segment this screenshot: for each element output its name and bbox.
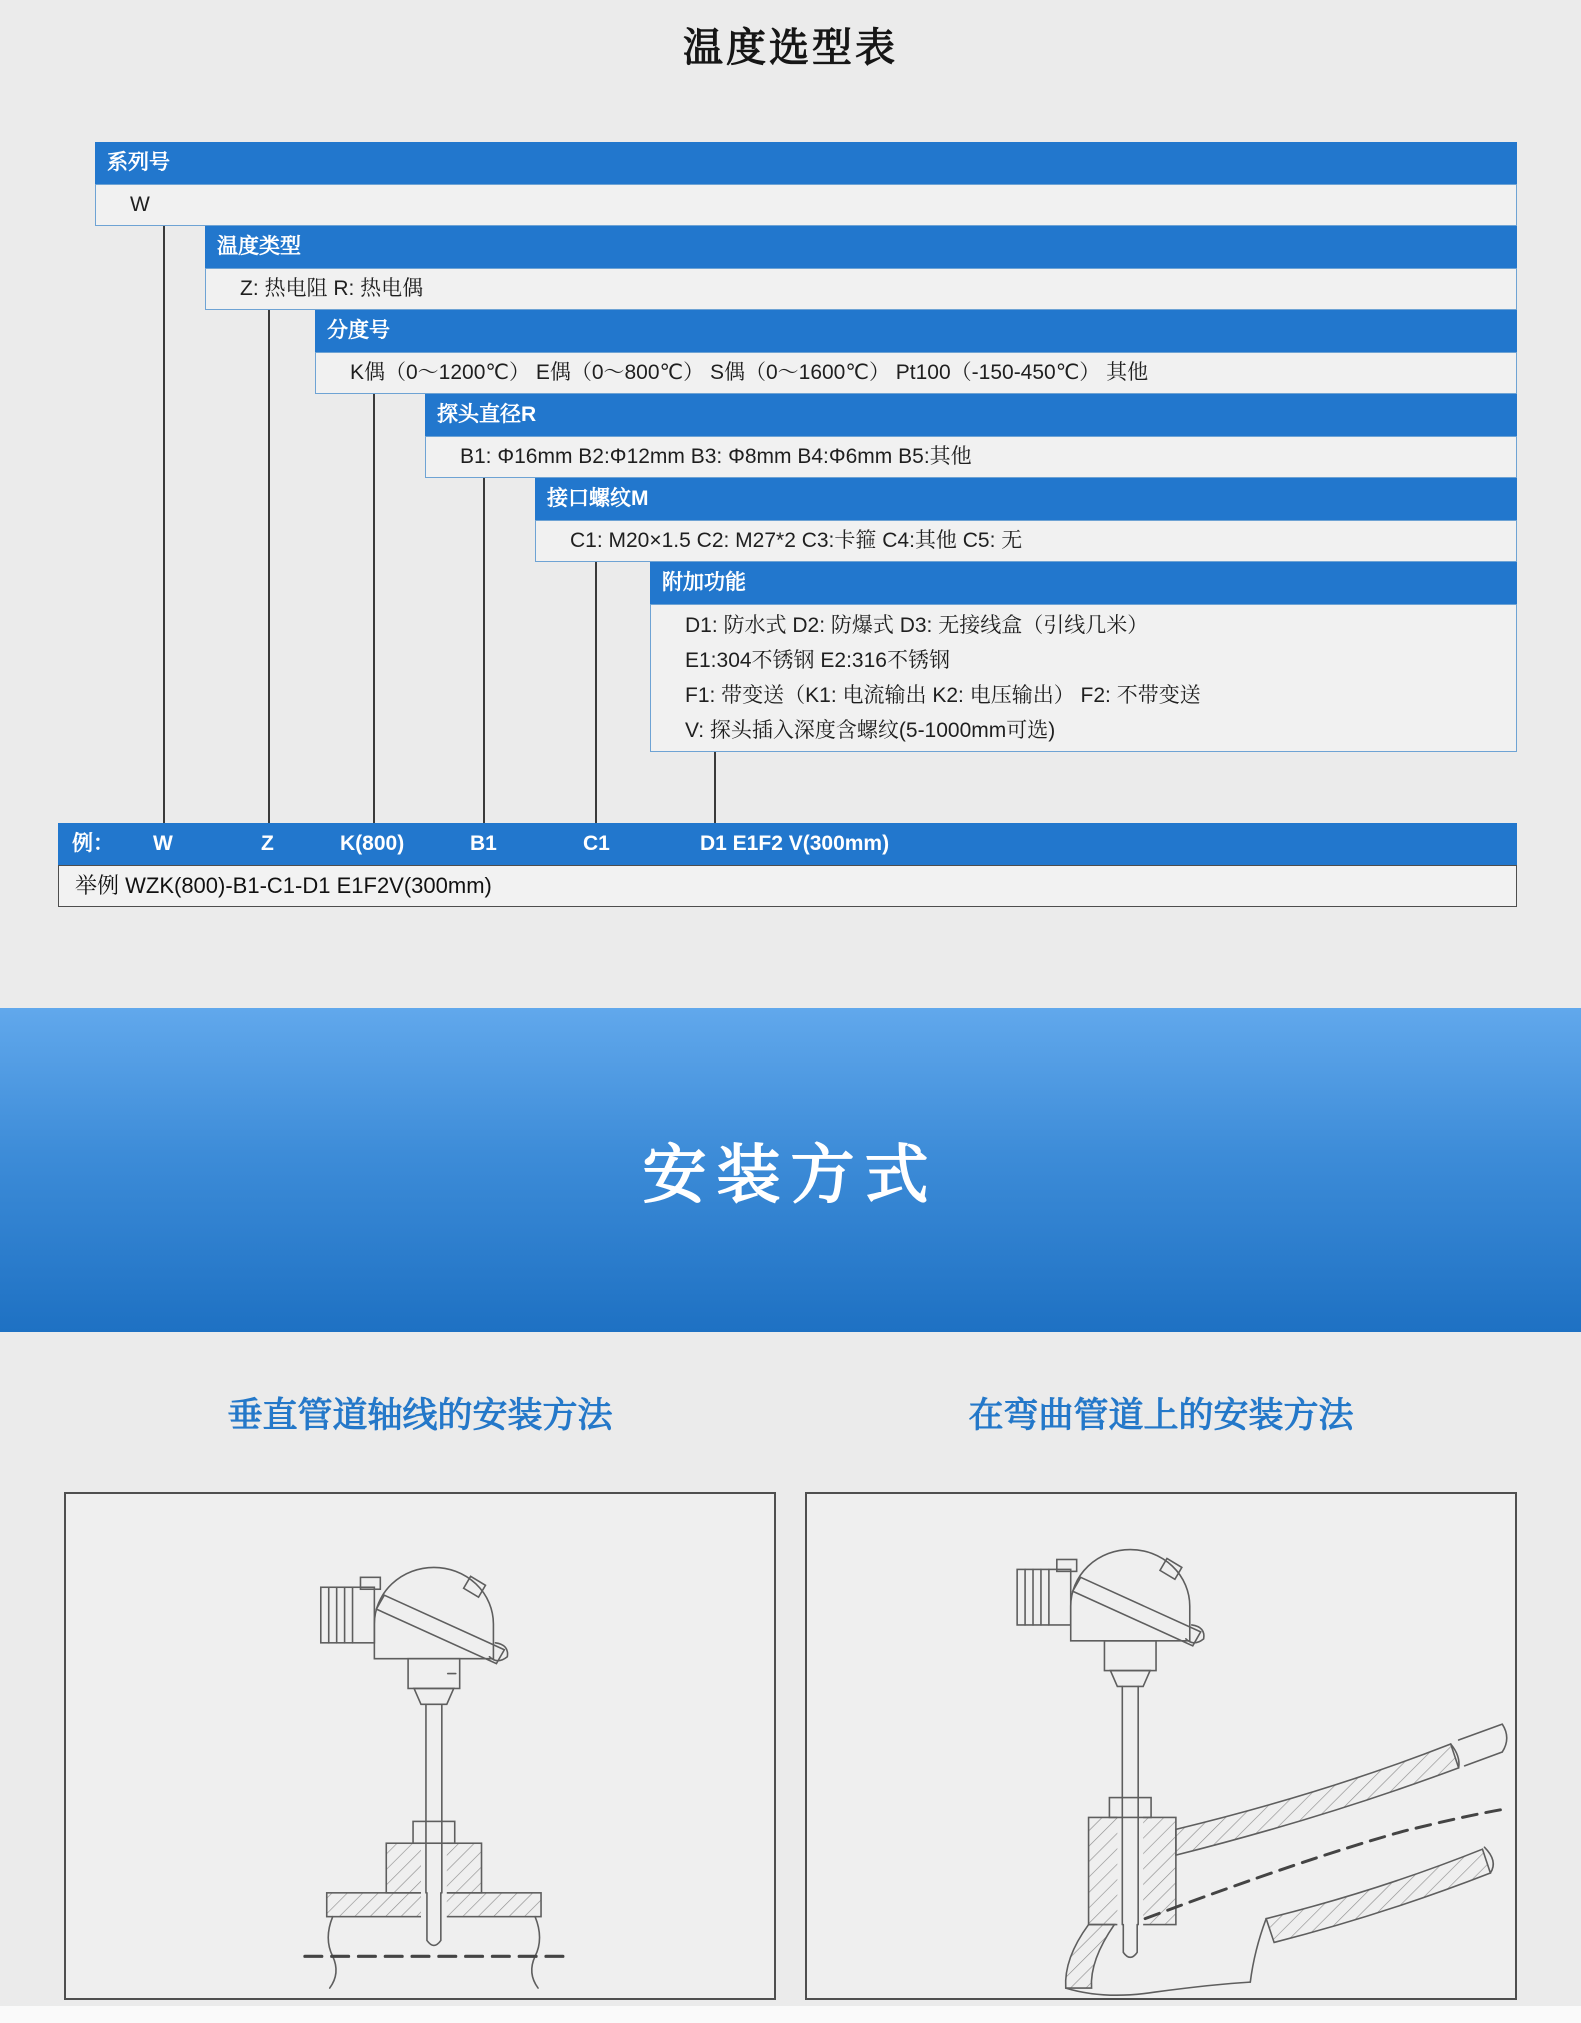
install-banner [0, 1008, 1581, 1332]
page-title: 温度选型表 [683, 26, 898, 70]
connector-line [595, 562, 597, 823]
tier-value-thread: C1: M20×1.5 C2: M27*2 C3:卡箍 C4:其他 C5: 无 [535, 520, 1517, 562]
tier-header-series: 系列号 [95, 142, 1517, 184]
example-item-k: K(800) [340, 832, 405, 855]
tier-value-graduation: K偶（0～1200℃） E偶（0～800℃） S偶（0～1600℃） Pt100（-150-450℃） 其他 [315, 352, 1517, 394]
vertical-pipe-install-diagram [66, 1494, 774, 1998]
vertical-install-drawing-box [64, 1492, 776, 2000]
tier-header-graduation: 分度号 [315, 310, 1517, 352]
connector-line [483, 478, 485, 823]
connector-line [373, 394, 375, 823]
example-label: 例： [72, 832, 114, 855]
tier-value-probe-diameter: B1: Φ16mm B2:Φ12mm B3: Φ8mm B4:Φ6mm B5:其他 [425, 436, 1517, 478]
tier-header-thread: 接口螺纹M [535, 478, 1517, 520]
extra-function-line: V: 探头插入深度含螺纹(5-1000mm可选) [685, 719, 1056, 742]
example-note: 举例 WZK(800)-B1-C1-D1 E1F2V(300mm) [58, 865, 1517, 907]
connector-line [268, 310, 270, 823]
example-item-extra: D1 E1F2 V(300mm) [700, 832, 890, 855]
connector-line [714, 752, 716, 823]
curved-pipe-install-diagram [807, 1494, 1515, 1998]
method-title-curved: 在弯曲管道上的安装方法 [968, 1396, 1354, 1435]
extra-function-line: D1: 防水式 D2: 防爆式 D3: 无接线盒（引线几米） [685, 614, 1149, 637]
connector-line [163, 226, 165, 823]
tier-value-extra-functions [650, 604, 1517, 752]
bottom-strip [0, 2006, 1581, 2023]
tier-header-probe-diameter: 探头直径R [425, 394, 1517, 436]
example-item-w: W [153, 832, 173, 855]
example-row [58, 823, 1517, 865]
curved-install-drawing-box [805, 1492, 1517, 2000]
tier-header-temp-type: 温度类型 [205, 226, 1517, 268]
example-item-b1: B1 [470, 832, 497, 855]
extra-function-line: F1: 带变送（K1: 电流输出 K2: 电压输出） F2: 不带变送 [685, 684, 1201, 707]
tier-header-extra-functions: 附加功能 [650, 562, 1517, 604]
example-item-z: Z [261, 832, 274, 855]
extra-function-line: E1:304不锈钢 E2:316不锈钢 [685, 649, 950, 672]
tier-value-series: W [95, 184, 1517, 226]
install-banner-title: 安装方式 [642, 1139, 939, 1211]
example-item-c1: C1 [583, 832, 610, 855]
tier-value-temp-type: Z: 热电阻 R: 热电偶 [205, 268, 1517, 310]
method-title-vertical: 垂直管道轴线的安装方法 [227, 1396, 613, 1435]
